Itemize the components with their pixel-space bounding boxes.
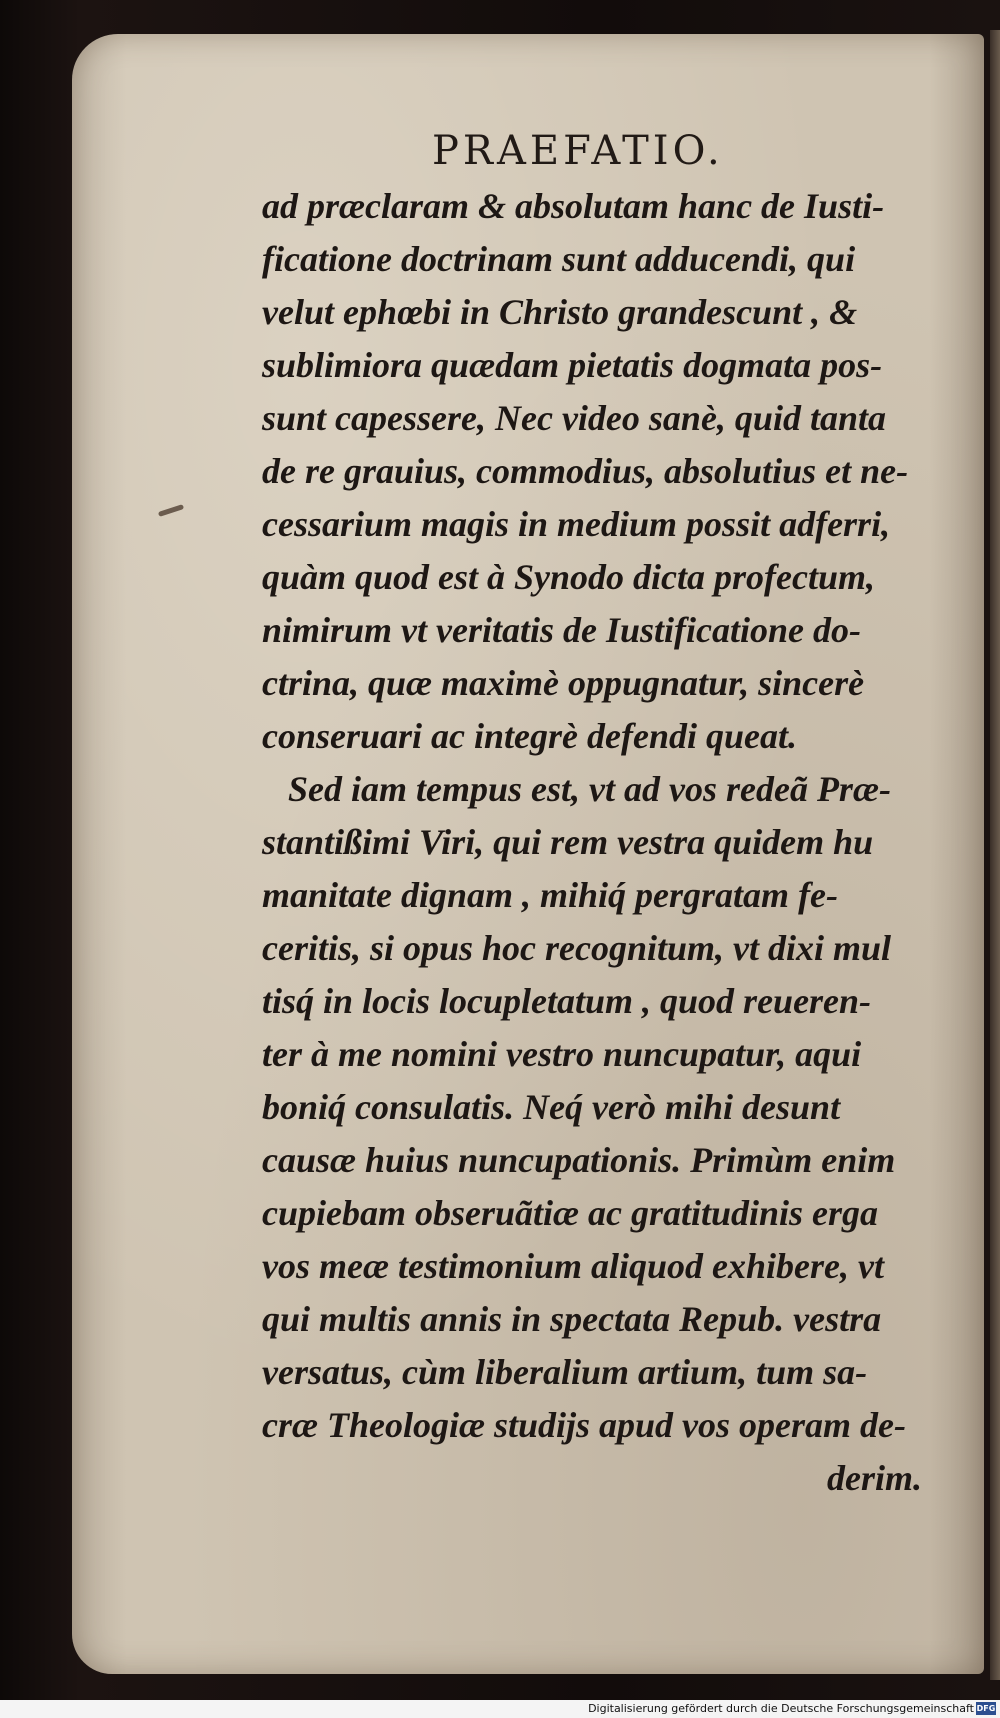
paragraph-start-line: Sed iam tempus est, vt ad vos redeã Præ- [288, 769, 891, 809]
text-line: versatus, cùm liberalium artium, tum sa- [262, 1352, 868, 1392]
page-edge [990, 30, 1000, 1680]
text-line: quàm quod est à Synodo dicta profectum, [262, 557, 876, 597]
dfg-logo-icon: DFG [976, 1704, 996, 1713]
text-line: nimirum vt veritatis de Iustificatione do- [262, 610, 862, 650]
closing-line: derim. [827, 1458, 922, 1498]
text-line: ter à me nomini vestro nuncupatur, aqui [262, 1034, 862, 1074]
body-text [262, 180, 962, 1505]
text-line: stantißimi Viri, qui rem vestra quidem hu [262, 822, 874, 862]
text-line: ad præclaram & absolutam hanc de Iusti- [262, 186, 885, 226]
running-head: PRAEFATIO. [432, 128, 724, 174]
text-line: cræ Theologiæ studijs apud vos operam de- [262, 1405, 906, 1445]
funding-credit: Digitalisierung gefördert durch die Deutsche Forschungsgemeinschaft [588, 1702, 974, 1715]
text-line: ficatione doctrinam sunt adducendi, qui [262, 239, 856, 279]
text-line: velut ephœbi in Christo grandescunt , & [262, 292, 858, 332]
digitization-footer [0, 1700, 1000, 1718]
text-line: manitate dignam , mihiq́ pergratam fe- [262, 875, 839, 915]
text-line: tisq́ in locis locupletatum , quod reueren- [262, 981, 872, 1021]
text-line: cessarium magis in medium possit adferri, [262, 504, 891, 544]
text-line: causæ huius nuncupationis. Primùm enim [262, 1140, 896, 1180]
text-line: sunt capessere, Nec video sanè, quid tanta [262, 398, 886, 438]
text-line: boniq́ consulatis. Neq́ verò mihi desunt [262, 1087, 841, 1127]
text-line: de re grauius, commodius, absolutius et ne- [262, 451, 909, 491]
text-line: qui multis annis in spectata Repub. vestra [262, 1299, 882, 1339]
text-line: ceritis, si opus hoc recognitum, vt dixi mul [262, 928, 892, 968]
text-line: conseruari ac integrè defendi queat. [262, 716, 797, 756]
text-line: cupiebam obseruãtiæ ac gratitudinis erga [262, 1193, 879, 1233]
text-line: vos meæ testimonium aliquod exhibere, vt [262, 1246, 884, 1286]
text-line: sublimiora quædam pietatis dogmata pos- [262, 345, 883, 385]
text-line: ctrina, quæ maximè oppugnatur, sincerè [262, 663, 865, 703]
